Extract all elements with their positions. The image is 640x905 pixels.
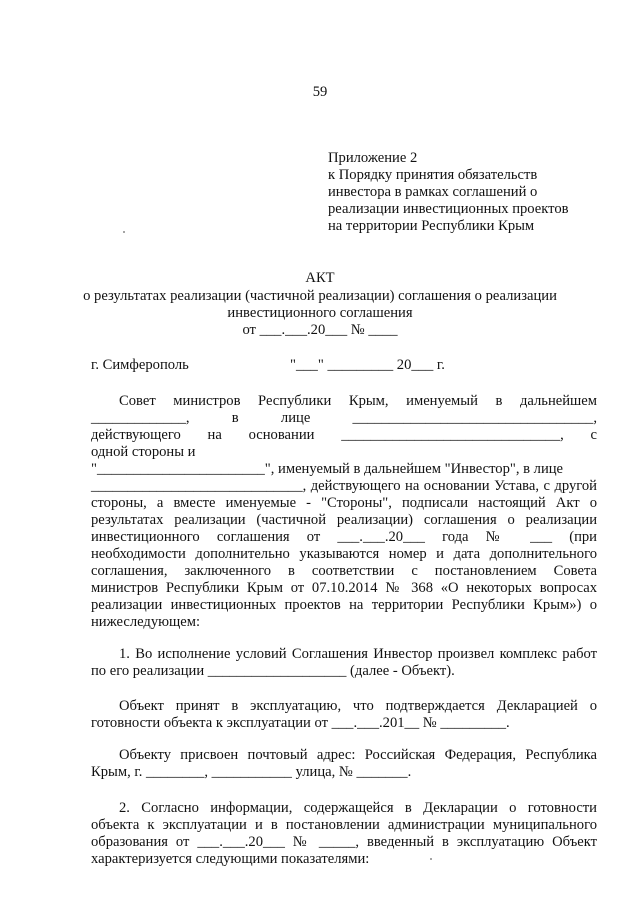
- paragraph-line: характеризуется следующими показателями:: [91, 851, 370, 867]
- paragraph-line: "_______________________", именуемый в дальнейшем "Инвестор", в лице: [91, 461, 564, 477]
- paragraph-line: действующего на основании ______________________________, с: [91, 427, 597, 443]
- paragraph-line: стороны, а вместе именуемые - "Стороны", подписали настоящий Акт о: [91, 495, 597, 511]
- paragraph-line: Объекту присвоен почтовый адрес: Российская Федерация, Республика: [119, 747, 597, 763]
- paragraph-line: Совет министров Республики Крым, именуемый в дальнейшем: [119, 393, 597, 409]
- scan-speck: [123, 231, 125, 233]
- act-title: АКТ: [305, 270, 335, 286]
- appendix-line: к Порядку принятия обязательств: [328, 167, 538, 183]
- paragraph-line: 1. Во исполнение условий Соглашения Инвестор произвел комплекс работ: [119, 646, 597, 662]
- act-date: "___" _________ 20___ г.: [290, 357, 445, 373]
- paragraph-line: необходимости дополнительно указываются номер и дата дополнительного: [91, 546, 597, 562]
- appendix-line: реализации инвестиционных проектов: [328, 201, 569, 217]
- appendix-line: Приложение 2: [328, 150, 418, 166]
- paragraph-line: Объект принят в эксплуатацию, что подтверждается Декларацией о: [119, 698, 597, 714]
- paragraph-line: по его реализации ___________________ (далее - Объект).: [91, 663, 455, 679]
- page-number: 59: [312, 84, 328, 100]
- paragraph-line: Крым, г. ________, ___________ улица, № _______.: [91, 764, 412, 780]
- city-name: г. Симферополь: [91, 357, 189, 373]
- paragraph-line: нижеследующем:: [91, 614, 201, 630]
- paragraph-line: 2. Согласно информации, содержащейся в Декларации о готовности: [119, 800, 597, 816]
- scan-speck: [430, 858, 432, 860]
- paragraph-line: одной стороны и: [91, 444, 196, 460]
- paragraph-line: инвестиционного соглашения от ___.___.20___ года № ___ (при: [91, 529, 597, 545]
- paragraph-line: результатах реализации (частичной реализации) соглашения о реализации: [91, 512, 597, 528]
- paragraph-line: министров Республики Крым от 07.10.2014 № 368 «О некоторых вопросах: [91, 580, 597, 596]
- act-subtitle-line: о результатах реализации (частичной реализации) соглашения о реализации: [83, 288, 557, 304]
- paragraph-line: соглашения, заключенного в соответствии с постановлением Совета: [91, 563, 597, 579]
- appendix-line: инвестора в рамках соглашений о: [328, 184, 538, 200]
- paragraph-line: _____________, в лице _________________________________,: [91, 410, 597, 426]
- appendix-line: на территории Республики Крым: [328, 218, 535, 234]
- paragraph-line: реализации инвестиционных проектов на территории Республики Крым») о: [91, 597, 597, 613]
- paragraph-line: _____________________________, действующего на основании Устава, с другой: [91, 478, 597, 494]
- paragraph-line: образования от ___.___.20___ № _____, введенный в эксплуатацию Объект: [91, 834, 597, 850]
- paragraph-line: готовности объекта к эксплуатации от ___.___.201__ № _________.: [91, 715, 510, 731]
- act-number-date: от ___.___.20___ № ____: [242, 322, 398, 338]
- paragraph-line: объекта к эксплуатации и в постановлении администрации муниципального: [91, 817, 597, 833]
- act-subtitle-line: инвестиционного соглашения: [227, 305, 413, 321]
